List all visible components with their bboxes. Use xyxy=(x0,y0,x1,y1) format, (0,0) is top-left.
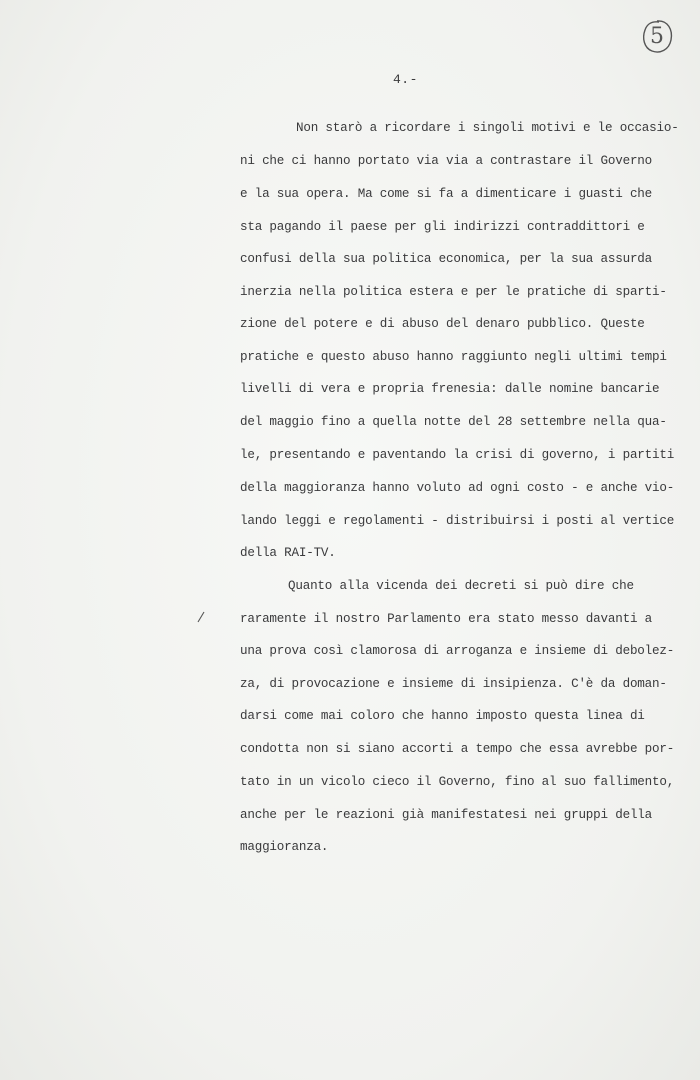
text-line: lando leggi e regolamenti - distribuirsi i posti al vertice xyxy=(240,514,675,528)
text-line: confusi della sua politica economica, per la sua assurda xyxy=(240,252,653,266)
text-line: darsi come mai coloro che hanno imposto questa linea di xyxy=(240,709,645,723)
text-line: della maggioranza hanno voluto ad ogni costo - e anche vio- xyxy=(240,481,675,495)
text-line: inerzia nella politica estera e per le pratiche di sparti- xyxy=(240,285,667,299)
page-stamp xyxy=(640,18,674,56)
page-number: 4.- xyxy=(393,72,418,87)
text-line: della RAI-TV. xyxy=(240,546,336,560)
text-line: za, di provocazione e insieme di insipienza. C'è da doman- xyxy=(240,677,667,691)
text-line: le, presentando e paventando la crisi di governo, i partiti xyxy=(240,448,675,462)
text-line: livelli di vera e propria frenesia: dalle nomine bancarie xyxy=(240,382,660,396)
text-line: condotta non si siano accorti a tempo che essa avrebbe por- xyxy=(240,742,675,756)
text-line: ni che ci hanno portato via via a contrastare il Governo xyxy=(240,154,653,168)
text-line: del maggio fino a quella notte del 28 settembre nella qua- xyxy=(240,415,667,429)
text-line: pratiche e questo abuso hanno raggiunto negli ultimi tempi xyxy=(240,350,667,364)
text-line: maggioranza. xyxy=(240,840,329,854)
margin-tick-mark xyxy=(196,610,206,624)
text-line: anche per le reazioni già manifestatesi nei gruppi della xyxy=(240,808,653,822)
text-line: raramente il nostro Parlamento era stato messo davanti a xyxy=(240,612,653,626)
text-line: tato in un vicolo cieco il Governo, fino al suo fallimento, xyxy=(240,775,675,789)
text-line: sta pagando il paese per gli indirizzi contraddittori e xyxy=(240,220,645,234)
text-line: una prova così clamorosa di arroganza e insieme di debolez- xyxy=(240,644,675,658)
text-line: Non starò a ricordare i singoli motivi e le occasio- xyxy=(296,121,679,135)
text-line: Quanto alla vicenda dei decreti si può dire che xyxy=(288,579,634,593)
page-stamp-number: 5 xyxy=(650,24,664,49)
text-line: e la sua opera. Ma come si fa a dimenticare i guasti che xyxy=(240,187,653,201)
text-line: zione del potere e di abuso del denaro pubblico. Queste xyxy=(240,317,645,331)
